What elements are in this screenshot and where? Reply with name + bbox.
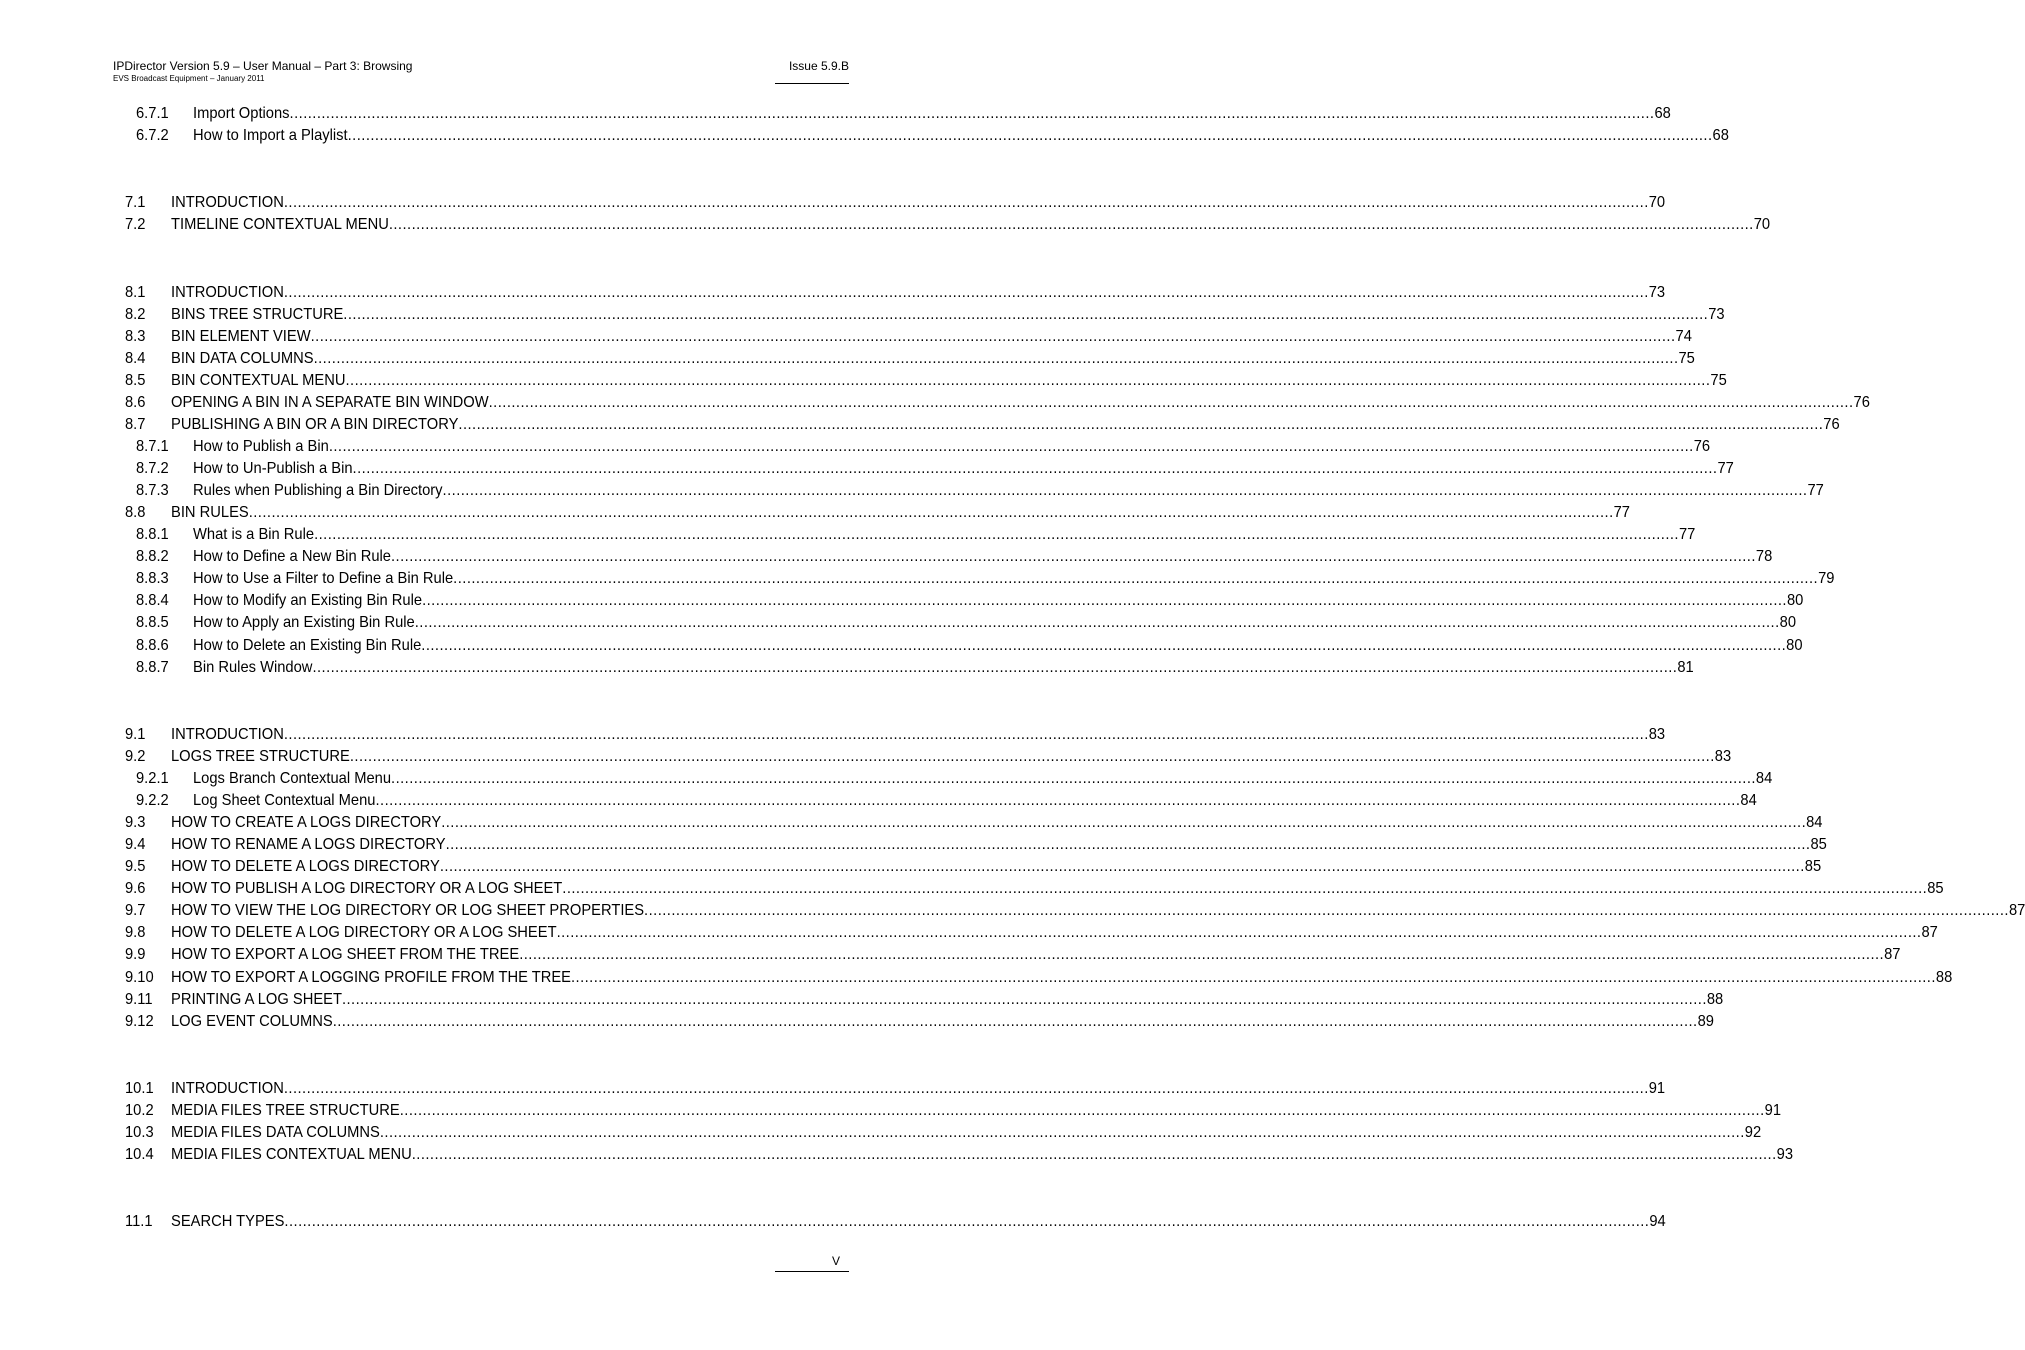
toc-entry[interactable]	[136, 125, 1729, 145]
toc-entry[interactable]	[125, 900, 2025, 920]
toc-entry-number: 8.1	[125, 284, 146, 301]
toc-entry-number: 8.8.5	[136, 614, 169, 631]
toc-entry-number: 8.8.2	[136, 548, 169, 565]
toc-entry-number: 9.2	[125, 748, 146, 765]
toc-entry[interactable]	[125, 392, 1870, 412]
toc-dot-leader: ............................................................................................................................................................................................................................................................................................................	[347, 127, 1713, 144]
toc-entry-page: 84	[1755, 770, 1773, 787]
toc-entry-title: Import Options	[192, 105, 290, 122]
toc-entry-page: 77	[1807, 482, 1824, 499]
toc-entry-title: INTRODUCTION	[171, 284, 284, 301]
toc-entry-title: BIN ELEMENT VIEW	[171, 328, 311, 345]
toc-entry[interactable]	[125, 1011, 1714, 1031]
toc-entry[interactable]	[125, 878, 1944, 898]
toc-entry-page: 80	[1779, 614, 1797, 631]
toc-entry-number: 8.7.2	[136, 460, 169, 477]
toc-entry-page: 77	[1717, 460, 1734, 477]
toc-entry-number: 8.3	[125, 328, 146, 345]
toc-entry-title: BIN CONTEXTUAL MENU	[171, 372, 346, 389]
toc-entry[interactable]	[125, 192, 1666, 212]
toc-entry-page: 85	[1927, 880, 1944, 897]
toc-entry-page: 87	[2008, 902, 2025, 919]
toc-entry-page: 73	[1708, 306, 1725, 323]
toc-entry[interactable]	[125, 1144, 1794, 1164]
toc-entry-title: MEDIA FILES CONTEXTUAL MENU	[171, 1146, 412, 1163]
toc-dot-leader: ............................................................................................................................................................................................................................................................................................................	[458, 416, 1824, 433]
toc-entry[interactable]	[125, 724, 1666, 744]
toc-dot-leader: ............................................................................................................................................................................................................................................................................................................	[399, 1102, 1765, 1119]
toc-dot-leader: ............................................................................................................................................................................................................................................................................................................	[390, 548, 1756, 565]
toc-entry-page: 80	[1786, 592, 1804, 609]
toc-entry-title: PUBLISHING A BIN OR A BIN DIRECTORY	[171, 416, 459, 433]
toc-entry[interactable]	[125, 214, 1771, 234]
toc-entry[interactable]	[125, 1078, 1666, 1098]
toc-entry-number: 6.7.1	[136, 105, 169, 122]
toc-entry-title: Logs Branch Contextual Menu	[192, 770, 392, 787]
footer-rule	[775, 1271, 849, 1272]
toc-entry-page: 85	[1804, 858, 1822, 875]
toc-dot-leader: ............................................................................................................................................................................................................................................................................................................	[283, 284, 1649, 301]
toc-entry-title: Rules when Publishing a Bin Directory	[192, 482, 443, 499]
toc-entry-number: 9.12	[125, 1013, 154, 1030]
toc-entry-number: 10.1	[125, 1080, 154, 1097]
toc-dot-leader: ............................................................................................................................................................................................................................................................................................................	[248, 504, 1614, 521]
toc-entry[interactable]	[136, 103, 1671, 123]
toc-dot-leader: ............................................................................................................................................................................................................................................................................................................	[283, 726, 1649, 743]
toc-dot-leader: ............................................................................................................................................................................................................................................................................................................	[388, 216, 1754, 233]
toc-entry-title: Bin Rules Window	[192, 659, 313, 676]
toc-entry-page: 80	[1786, 637, 1803, 654]
toc-entry-number: 9.7	[125, 902, 146, 919]
toc-entry[interactable]	[125, 304, 1725, 324]
toc-dot-leader: ............................................................................................................................................................................................................................................................................................................	[422, 592, 1787, 609]
toc-entry-number: 11.1	[125, 1213, 153, 1230]
toc-entry-page: 76	[1823, 416, 1840, 433]
toc-entry-number: 9.10	[125, 969, 154, 986]
toc-entry-page: 77	[1613, 504, 1630, 521]
toc-entry-page: 84	[1806, 814, 1823, 831]
toc-entry[interactable]	[125, 282, 1666, 302]
toc-dot-leader: ............................................................................................................................................................................................................................................................................................................	[289, 105, 1655, 122]
toc-dot-leader: ............................................................................................................................................................................................................................................................................................................	[439, 858, 1805, 875]
toc-entry[interactable]	[125, 922, 1938, 942]
page-footer	[775, 1252, 849, 1274]
toc-entry-number: 8.7.1	[136, 438, 169, 455]
document-title: IPDirector Version 5.9 – User Manual – Part 3: Browsing	[113, 59, 413, 73]
toc-dot-leader: ............................................................................................................................................................................................................................................................................................................	[644, 902, 2009, 919]
toc-entry[interactable]	[125, 1122, 1762, 1142]
toc-dot-leader: ............................................................................................................................................................................................................................................................................................................	[341, 991, 1707, 1008]
toc-entry-number: 9.11	[125, 991, 153, 1008]
page-number: V	[832, 1254, 841, 1268]
toc-entry-page: 68	[1712, 127, 1729, 144]
toc-entry-page: 68	[1654, 105, 1671, 122]
toc-dot-leader: ............................................................................................................................................................................................................................................................................................................	[332, 1013, 1698, 1030]
toc-dot-leader: ............................................................................................................................................................................................................................................................................................................	[345, 372, 1711, 389]
toc-entry-page: 70	[1753, 216, 1771, 233]
toc-entry-number: 9.2.1	[136, 770, 169, 787]
toc-entry-title: MEDIA FILES DATA COLUMNS	[171, 1124, 380, 1141]
toc-entry-number: 8.8.7	[136, 659, 169, 676]
toc-dot-leader: ............................................................................................................................................................................................................................................................................................................	[284, 1213, 1650, 1230]
toc-entry[interactable]	[125, 502, 1630, 522]
toc-dot-leader: ............................................................................................................................................................................................................................................................................................................	[283, 194, 1649, 211]
toc-entry-title: How to Apply an Existing Bin Rule	[192, 614, 415, 631]
toc-dot-leader: ............................................................................................................................................................................................................................................................................................................	[379, 1124, 1745, 1141]
toc-entry-page: 89	[1697, 1013, 1714, 1030]
toc-entry[interactable]	[136, 790, 1757, 810]
toc-entry[interactable]	[136, 657, 1694, 677]
toc-entry-title: How to Publish a Bin	[192, 438, 329, 455]
toc-entry-page: 91	[1764, 1102, 1782, 1119]
toc-entry-title: INTRODUCTION	[171, 1080, 284, 1097]
toc-dot-leader: ............................................................................................................................................................................................................................................................................................................	[414, 614, 1780, 631]
document-subtitle: EVS Broadcast Equipment – January 2011	[113, 74, 265, 83]
toc-entry-number: 8.8.6	[136, 637, 169, 654]
toc-entry-title: INTRODUCTION	[171, 726, 284, 743]
toc-entry-number: 8.6	[125, 394, 146, 411]
toc-entry-number: 8.7.3	[136, 482, 169, 499]
toc-entry-page: 79	[1818, 570, 1835, 587]
toc-entry[interactable]	[136, 480, 1824, 500]
toc-entry-title: How to Un-Publish a Bin	[192, 460, 353, 477]
toc-entry[interactable]	[125, 967, 1953, 987]
toc-entry-number: 8.8.4	[136, 592, 169, 609]
toc-entry[interactable]	[136, 635, 1803, 655]
toc-entry-title: TIMELINE CONTEXTUAL MENU	[171, 216, 389, 233]
toc-entry-title: OPENING A BIN IN A SEPARATE BIN WINDOW	[171, 394, 489, 411]
toc-entry-page: 77	[1678, 526, 1696, 543]
toc-entry-number: 7.1	[125, 194, 146, 211]
toc-entry-title: LOG EVENT COLUMNS	[171, 1013, 333, 1030]
toc-entry-title: HOW TO DELETE A LOGS DIRECTORY	[171, 858, 440, 875]
toc-entry-number: 8.7	[125, 416, 146, 433]
toc-entry-page: 78	[1755, 548, 1773, 565]
toc-entry[interactable]	[125, 1100, 1782, 1120]
toc-entry-page: 85	[1810, 836, 1827, 853]
toc-entry-title: SEARCH TYPES	[171, 1213, 285, 1230]
toc-entry-title: What is a Bin Rule	[192, 526, 315, 543]
toc-entry-page: 75	[1678, 350, 1695, 367]
toc-entry-page: 88	[1935, 969, 1953, 986]
toc-dot-leader: ............................................................................................................................................................................................................................................................................................................	[352, 460, 1718, 477]
toc-entry-number: 9.9	[125, 946, 146, 963]
toc-dot-leader: ............................................................................................................................................................................................................................................................................................................	[441, 814, 1807, 831]
toc-entry-page: 83	[1714, 748, 1732, 765]
toc-entry-number: 10.3	[125, 1124, 154, 1141]
page-header	[113, 57, 849, 87]
toc-entry-title: HOW TO CREATE A LOGS DIRECTORY	[171, 814, 442, 831]
toc-entry-title: BINS TREE STRUCTURE	[171, 306, 344, 323]
toc-dot-leader: ............................................................................................................................................................................................................................................................................................................	[283, 1080, 1649, 1097]
toc-entry-page: 87	[1884, 946, 1901, 963]
toc-dot-leader: ............................................................................................................................................................................................................................................................................................................	[556, 924, 1922, 941]
toc-entry-title: HOW TO PUBLISH A LOG DIRECTORY OR A LOG SHEET	[171, 880, 563, 897]
toc-entry-page: 83	[1648, 726, 1666, 743]
toc-dot-leader: ............................................................................................................................................................................................................................................................................................................	[314, 526, 1679, 543]
toc-entry[interactable]	[125, 370, 1727, 390]
toc-entry[interactable]	[136, 612, 1797, 632]
toc-entry-number: 9.2.2	[136, 792, 169, 809]
toc-entry-title: HOW TO EXPORT A LOG SHEET FROM THE TREE	[171, 946, 520, 963]
toc-entry-number: 6.7.2	[136, 127, 169, 144]
toc-entry[interactable]	[125, 414, 1840, 434]
toc-entry[interactable]	[125, 1211, 1666, 1231]
toc-entry-number: 8.5	[125, 372, 146, 389]
toc-entry-title: HOW TO RENAME A LOGS DIRECTORY	[171, 836, 446, 853]
toc-entry-title: How to Modify an Existing Bin Rule	[192, 592, 423, 609]
toc-entry-title: HOW TO VIEW THE LOG DIRECTORY OR LOG SHEET PROPERTIES	[171, 902, 645, 919]
toc-entry[interactable]	[136, 768, 1773, 788]
toc-dot-leader: ............................................................................................................................................................................................................................................................................................................	[488, 394, 1854, 411]
toc-entry-title: PRINTING A LOG SHEET	[171, 991, 342, 1008]
toc-dot-leader: ............................................................................................................................................................................................................................................................................................................	[328, 438, 1694, 455]
toc-entry-number: 8.4	[125, 350, 146, 367]
toc-entry-number: 9.8	[125, 924, 146, 941]
toc-entry-number: 8.8	[125, 504, 146, 521]
toc-entry-page: 81	[1677, 659, 1694, 676]
issue-label: Issue 5.9.B	[788, 59, 849, 73]
toc-entry-title: BIN RULES	[171, 504, 249, 521]
toc-entry-number: 9.6	[125, 880, 146, 897]
toc-entry[interactable]	[125, 326, 1692, 346]
toc-entry-page: 88	[1706, 991, 1724, 1008]
toc-entry[interactable]	[125, 989, 1724, 1009]
toc-entry-title: HOW TO DELETE A LOG DIRECTORY OR A LOG SHEET	[171, 924, 557, 941]
toc-dot-leader: ............................................................................................................................................................................................................................................................................................................	[375, 792, 1741, 809]
toc-entry-page: 76	[1693, 438, 1711, 455]
toc-entry-page: 74	[1675, 328, 1692, 345]
toc-entry-number: 9.5	[125, 858, 146, 875]
toc-dot-leader: ............................................................................................................................................................................................................................................................................................................	[519, 946, 1885, 963]
toc-entry[interactable]	[125, 944, 1901, 964]
toc-entry-page: 87	[1921, 924, 1938, 941]
toc-entry[interactable]	[125, 812, 1823, 832]
toc-dot-leader: ............................................................................................................................................................................................................................................................................................................	[312, 659, 1678, 676]
toc-dot-leader: ............................................................................................................................................................................................................................................................................................................	[442, 482, 1808, 499]
toc-entry-number: 7.2	[125, 216, 146, 233]
toc-dot-leader: ............................................................................................................................................................................................................................................................................................................	[313, 350, 1679, 367]
toc-entry[interactable]	[125, 834, 1827, 854]
toc-entry-number: 9.3	[125, 814, 146, 831]
toc-dot-leader: ............................................................................................................................................................................................................................................................................................................	[310, 328, 1676, 345]
toc-entry-page: 84	[1740, 792, 1757, 809]
toc-entry[interactable]	[125, 856, 1822, 876]
toc-dot-leader: ............................................................................................................................................................................................................................................................................................................	[445, 836, 1811, 853]
toc-dot-leader: ............................................................................................................................................................................................................................................................................................................	[421, 637, 1787, 654]
toc-entry-title: LOGS TREE STRUCTURE	[171, 748, 350, 765]
toc-entry[interactable]	[125, 348, 1695, 368]
toc-entry-page: 75	[1710, 372, 1727, 389]
toc-dot-leader: ............................................................................................................................................................................................................................................................................................................	[411, 1146, 1777, 1163]
toc-entry-page: 93	[1776, 1146, 1794, 1163]
toc-entry-page: 73	[1648, 284, 1666, 301]
toc-entry-number: 9.4	[125, 836, 146, 853]
toc-dot-leader: ............................................................................................................................................................................................................................................................................................................	[562, 880, 1928, 897]
toc-entry[interactable]	[136, 546, 1773, 566]
toc-entry-page: 91	[1648, 1080, 1666, 1097]
toc-entry-title: How to Import a Playlist	[192, 127, 348, 144]
toc-dot-leader: ............................................................................................................................................................................................................................................................................................................	[570, 969, 1936, 986]
toc-entry-title: Log Sheet Contextual Menu	[192, 792, 376, 809]
toc-entry-title: How to Use a Filter to Define a Bin Rule	[192, 570, 454, 587]
toc-entry-number: 8.8.1	[136, 526, 169, 543]
toc-entry[interactable]	[136, 524, 1696, 544]
toc-dot-leader: ............................................................................................................................................................................................................................................................................................................	[453, 570, 1819, 587]
toc-entry-title: How to Define a New Bin Rule	[192, 548, 391, 565]
toc-entry-number: 8.2	[125, 306, 146, 323]
toc-dot-leader: ............................................................................................................................................................................................................................................................................................................	[349, 748, 1715, 765]
toc-entry[interactable]	[136, 436, 1711, 456]
toc-entry-page: 70	[1648, 194, 1666, 211]
toc-entry-title: HOW TO EXPORT A LOGGING PROFILE FROM THE TREE	[171, 969, 571, 986]
toc-entry-title: INTRODUCTION	[171, 194, 284, 211]
toc-entry-page: 94	[1649, 1213, 1666, 1230]
toc-entry-number: 8.8.3	[136, 570, 169, 587]
toc-entry-number: 10.2	[125, 1102, 154, 1119]
toc-entry-title: MEDIA FILES TREE STRUCTURE	[171, 1102, 400, 1119]
toc-dot-leader: ............................................................................................................................................................................................................................................................................................................	[343, 306, 1709, 323]
toc-entry[interactable]	[136, 590, 1804, 610]
toc-entry-page: 76	[1853, 394, 1870, 411]
toc-entry-number: 9.1	[125, 726, 146, 743]
toc-entry-page: 92	[1744, 1124, 1762, 1141]
toc-entry[interactable]	[125, 746, 1732, 766]
toc-entry[interactable]	[136, 568, 1835, 588]
header-rule	[775, 83, 849, 84]
toc-dot-leader: ............................................................................................................................................................................................................................................................................................................	[391, 770, 1756, 787]
toc-entry-title: How to Delete an Existing Bin Rule	[192, 637, 422, 654]
toc-entry-title: BIN DATA COLUMNS	[171, 350, 314, 367]
toc-entry-number: 10.4	[125, 1146, 154, 1163]
toc-entry[interactable]	[136, 458, 1734, 478]
